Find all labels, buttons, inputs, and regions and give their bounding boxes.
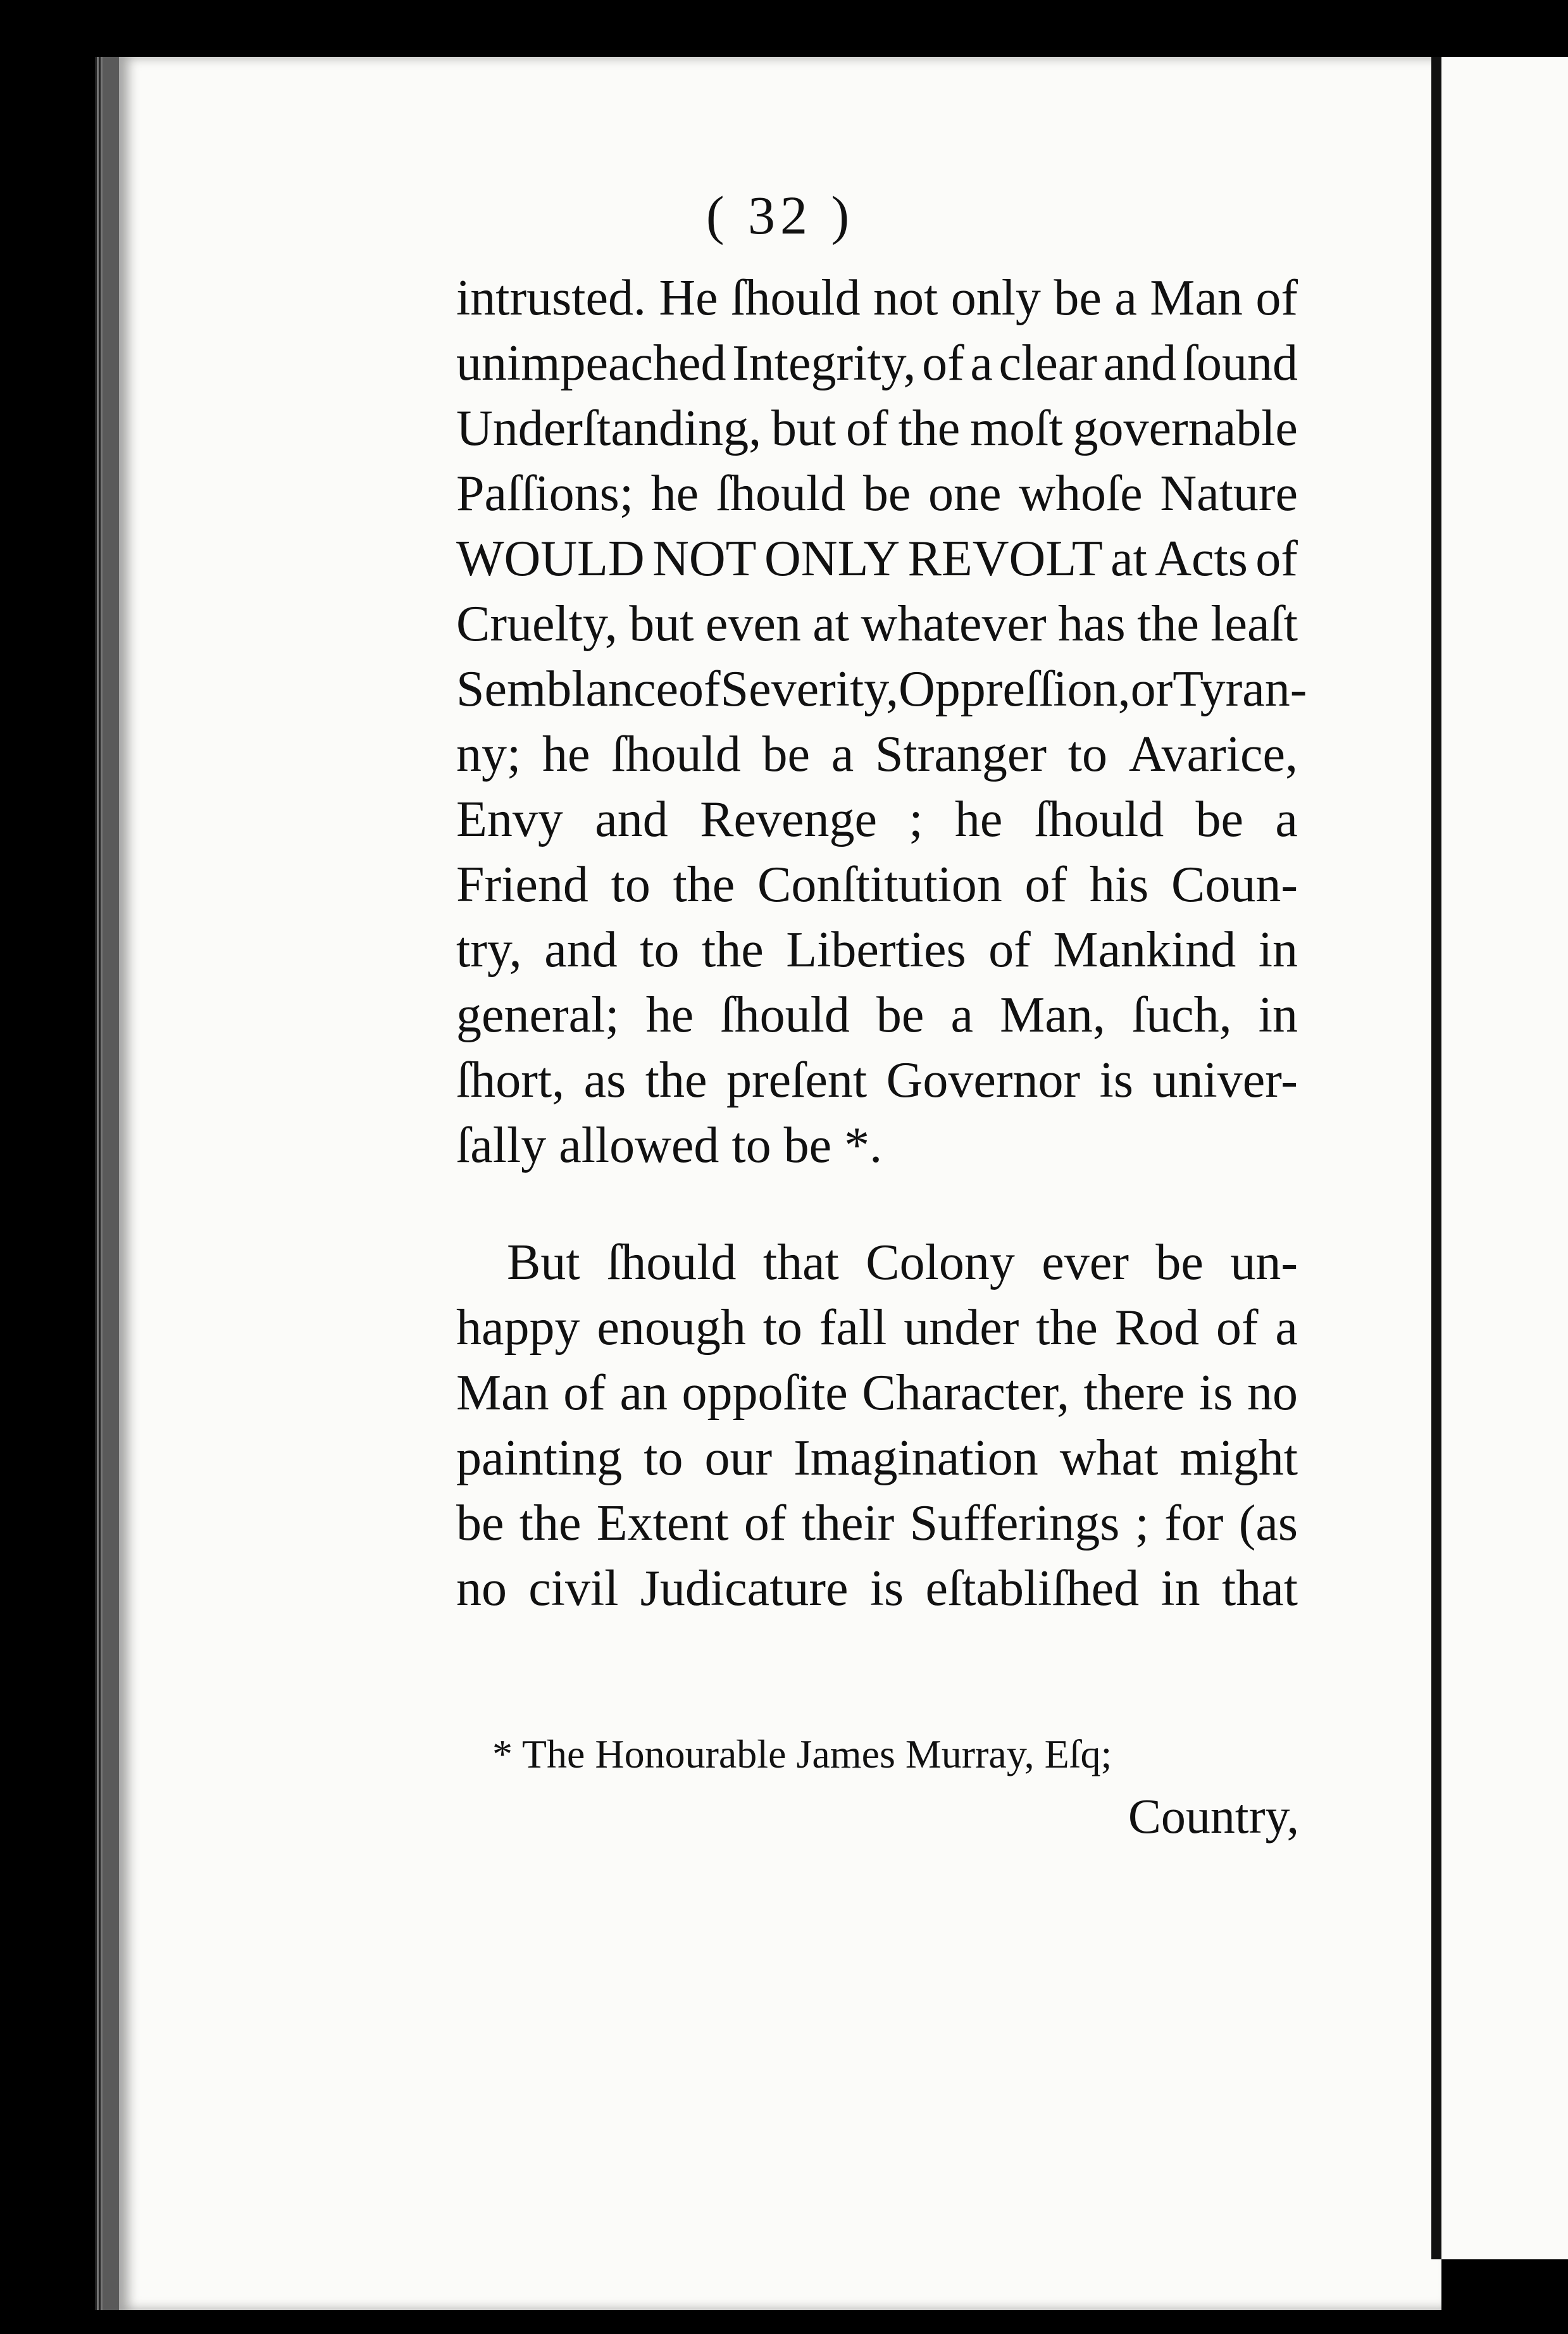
text-line: ſally allowed to be *. bbox=[456, 1118, 883, 1173]
word: But bbox=[507, 1235, 580, 1290]
word: ; bbox=[909, 792, 923, 847]
word: there bbox=[1083, 1365, 1185, 1421]
word: be bbox=[1155, 1235, 1204, 1290]
word: to bbox=[1067, 727, 1107, 782]
word: whoſe bbox=[1019, 466, 1143, 521]
word: Conſtitution bbox=[757, 857, 1002, 913]
word: be bbox=[1195, 792, 1244, 847]
word: as bbox=[583, 1052, 626, 1108]
body-text bbox=[456, 266, 1307, 1621]
word: happy bbox=[456, 1300, 580, 1356]
word: Envy bbox=[456, 792, 563, 847]
word: of bbox=[988, 922, 1031, 978]
word: Man bbox=[1150, 270, 1243, 326]
word: Acts bbox=[1155, 531, 1248, 587]
text-line bbox=[456, 266, 1298, 331]
book-page bbox=[95, 57, 1441, 2310]
word: of bbox=[744, 1495, 787, 1551]
word: Paſſions; bbox=[456, 466, 634, 521]
word: REVOLT bbox=[907, 531, 1103, 587]
word: that bbox=[762, 1235, 839, 1290]
text-line bbox=[456, 1426, 1298, 1491]
word: only bbox=[950, 270, 1041, 326]
word: Character, bbox=[862, 1365, 1069, 1421]
word: ſound bbox=[1182, 335, 1298, 391]
word: an bbox=[619, 1365, 668, 1421]
word: is bbox=[1199, 1365, 1233, 1421]
word: his bbox=[1089, 857, 1149, 913]
word: the bbox=[702, 922, 764, 978]
word: the bbox=[645, 1052, 707, 1108]
word: enough bbox=[597, 1300, 746, 1356]
text-line bbox=[456, 983, 1298, 1048]
word: ſhould bbox=[1034, 792, 1164, 847]
word: in bbox=[1160, 1561, 1200, 1616]
word: but bbox=[629, 596, 694, 652]
word: even bbox=[705, 596, 801, 652]
word: Stranger bbox=[874, 727, 1047, 782]
word: Sufferings bbox=[909, 1495, 1120, 1551]
page-number-header: ( 32 ) bbox=[706, 185, 855, 246]
word: Mankind bbox=[1053, 922, 1236, 978]
text-line bbox=[456, 592, 1298, 657]
word: no bbox=[456, 1561, 507, 1616]
word: Underſtanding, bbox=[456, 401, 762, 456]
word: Colony bbox=[866, 1235, 1015, 1290]
word: Nature bbox=[1160, 466, 1298, 521]
word: be bbox=[1054, 270, 1102, 326]
word: Governor bbox=[886, 1052, 1081, 1108]
text-line bbox=[456, 1361, 1298, 1426]
word: and bbox=[544, 922, 618, 978]
word: but bbox=[771, 401, 837, 456]
text-line bbox=[456, 787, 1298, 852]
word: un- bbox=[1230, 1235, 1298, 1290]
word: governable bbox=[1073, 401, 1298, 456]
word: Cruelty, bbox=[456, 596, 618, 652]
word: ſhould bbox=[716, 466, 846, 521]
word: a bbox=[1275, 792, 1298, 847]
word: and bbox=[595, 792, 668, 847]
word: he bbox=[650, 466, 699, 521]
word: intrusted. bbox=[456, 270, 646, 326]
footnote: * The Honourable James Murray, Eſq; bbox=[492, 1732, 1112, 1776]
word: a bbox=[950, 987, 974, 1043]
word: ſhould bbox=[720, 987, 850, 1043]
text-line bbox=[456, 657, 1307, 722]
word: clear bbox=[999, 335, 1097, 391]
text-line bbox=[456, 527, 1298, 592]
word: or bbox=[1130, 661, 1173, 717]
word: Tyran- bbox=[1173, 661, 1307, 717]
word: be bbox=[456, 1495, 504, 1551]
word: of bbox=[563, 1365, 606, 1421]
word: the bbox=[1137, 596, 1199, 652]
word: of bbox=[678, 661, 721, 717]
word: the bbox=[1036, 1300, 1098, 1356]
word: Rod bbox=[1114, 1300, 1200, 1356]
word: He bbox=[659, 270, 718, 326]
text-line bbox=[456, 1556, 1298, 1621]
word: a bbox=[1275, 1300, 1298, 1356]
word: oppoſite bbox=[681, 1365, 848, 1421]
word: eſtabliſhed bbox=[925, 1561, 1140, 1616]
word: Friend bbox=[456, 857, 588, 913]
word: Severity, bbox=[720, 661, 899, 717]
word: ſhould bbox=[731, 270, 861, 326]
word: unimpeached bbox=[456, 335, 726, 391]
text-line bbox=[456, 1230, 1298, 1295]
word: a bbox=[1114, 270, 1137, 326]
word: ONLY bbox=[764, 531, 900, 587]
word: to bbox=[640, 922, 680, 978]
word: Judicature bbox=[640, 1561, 849, 1616]
word: whatever bbox=[861, 596, 1047, 652]
word: a bbox=[831, 727, 854, 782]
word: has bbox=[1058, 596, 1126, 652]
word: of bbox=[1255, 531, 1298, 587]
catchword: Country, bbox=[1128, 1788, 1299, 1844]
text-line bbox=[456, 396, 1298, 461]
word: not bbox=[873, 270, 938, 326]
word: might bbox=[1179, 1430, 1298, 1486]
word: he bbox=[645, 987, 694, 1043]
word: of bbox=[922, 335, 964, 391]
word: Liberties bbox=[786, 922, 966, 978]
word: Extent bbox=[596, 1495, 729, 1551]
word: and bbox=[1103, 335, 1177, 391]
word: Coun- bbox=[1171, 857, 1298, 913]
word: Oppreſſion, bbox=[899, 661, 1131, 717]
word: to bbox=[762, 1300, 802, 1356]
facing-page-edge bbox=[1431, 57, 1568, 2259]
word: fall bbox=[819, 1300, 887, 1356]
word: Man bbox=[456, 1365, 549, 1421]
word: at bbox=[1111, 531, 1147, 587]
word: ny; bbox=[456, 727, 521, 782]
word: NOT bbox=[652, 531, 757, 587]
word: at bbox=[812, 596, 850, 652]
word: their bbox=[801, 1495, 895, 1551]
word: be bbox=[862, 466, 911, 521]
word: the bbox=[898, 401, 961, 456]
text-line bbox=[456, 852, 1298, 918]
word: Semblance bbox=[456, 661, 678, 717]
word: of bbox=[1216, 1300, 1259, 1356]
word: to bbox=[644, 1430, 683, 1486]
word: of bbox=[1255, 270, 1298, 326]
word: to bbox=[611, 857, 650, 913]
word: leaſt bbox=[1210, 596, 1298, 652]
word: general; bbox=[456, 987, 619, 1043]
word: what bbox=[1059, 1430, 1159, 1486]
word: ever bbox=[1042, 1235, 1129, 1290]
word: be bbox=[762, 727, 810, 782]
word: Avarice, bbox=[1128, 727, 1298, 782]
word: of bbox=[1024, 857, 1067, 913]
text-line bbox=[456, 461, 1298, 527]
word: Integrity, bbox=[732, 335, 916, 391]
word: WOULD bbox=[456, 531, 645, 587]
word: a bbox=[970, 335, 993, 391]
word: (as bbox=[1238, 1495, 1298, 1551]
word: ; bbox=[1135, 1495, 1149, 1551]
word: Man, bbox=[1000, 987, 1105, 1043]
text-line bbox=[456, 1048, 1298, 1113]
word: he bbox=[954, 792, 1003, 847]
word: the bbox=[519, 1495, 582, 1551]
word: that bbox=[1221, 1561, 1298, 1616]
word: try, bbox=[456, 922, 522, 978]
word: one bbox=[928, 466, 1002, 521]
text-line bbox=[456, 1491, 1298, 1556]
word: preſent bbox=[726, 1052, 868, 1108]
word: painting bbox=[456, 1430, 623, 1486]
word: is bbox=[869, 1561, 904, 1616]
word: our bbox=[704, 1430, 773, 1486]
text-line bbox=[456, 722, 1298, 787]
text-line bbox=[456, 918, 1298, 983]
word: ſhould bbox=[611, 727, 741, 782]
word: is bbox=[1099, 1052, 1133, 1108]
word: Imagination bbox=[793, 1430, 1038, 1486]
word: in bbox=[1258, 922, 1298, 978]
text-line bbox=[456, 1295, 1298, 1361]
word: under bbox=[904, 1300, 1019, 1356]
word: of bbox=[846, 401, 888, 456]
word: Revenge bbox=[700, 792, 877, 847]
text-line bbox=[456, 331, 1298, 396]
word: ſhort, bbox=[456, 1052, 565, 1108]
word: ſuch, bbox=[1131, 987, 1232, 1043]
word: for bbox=[1164, 1495, 1224, 1551]
word: in bbox=[1258, 987, 1298, 1043]
word: moſt bbox=[970, 401, 1063, 456]
word: univer- bbox=[1152, 1052, 1298, 1108]
word: he bbox=[542, 727, 590, 782]
word: ſhould bbox=[607, 1235, 737, 1290]
word: the bbox=[673, 857, 735, 913]
word: be bbox=[876, 987, 924, 1043]
word: civil bbox=[528, 1561, 619, 1616]
word: no bbox=[1247, 1365, 1298, 1421]
